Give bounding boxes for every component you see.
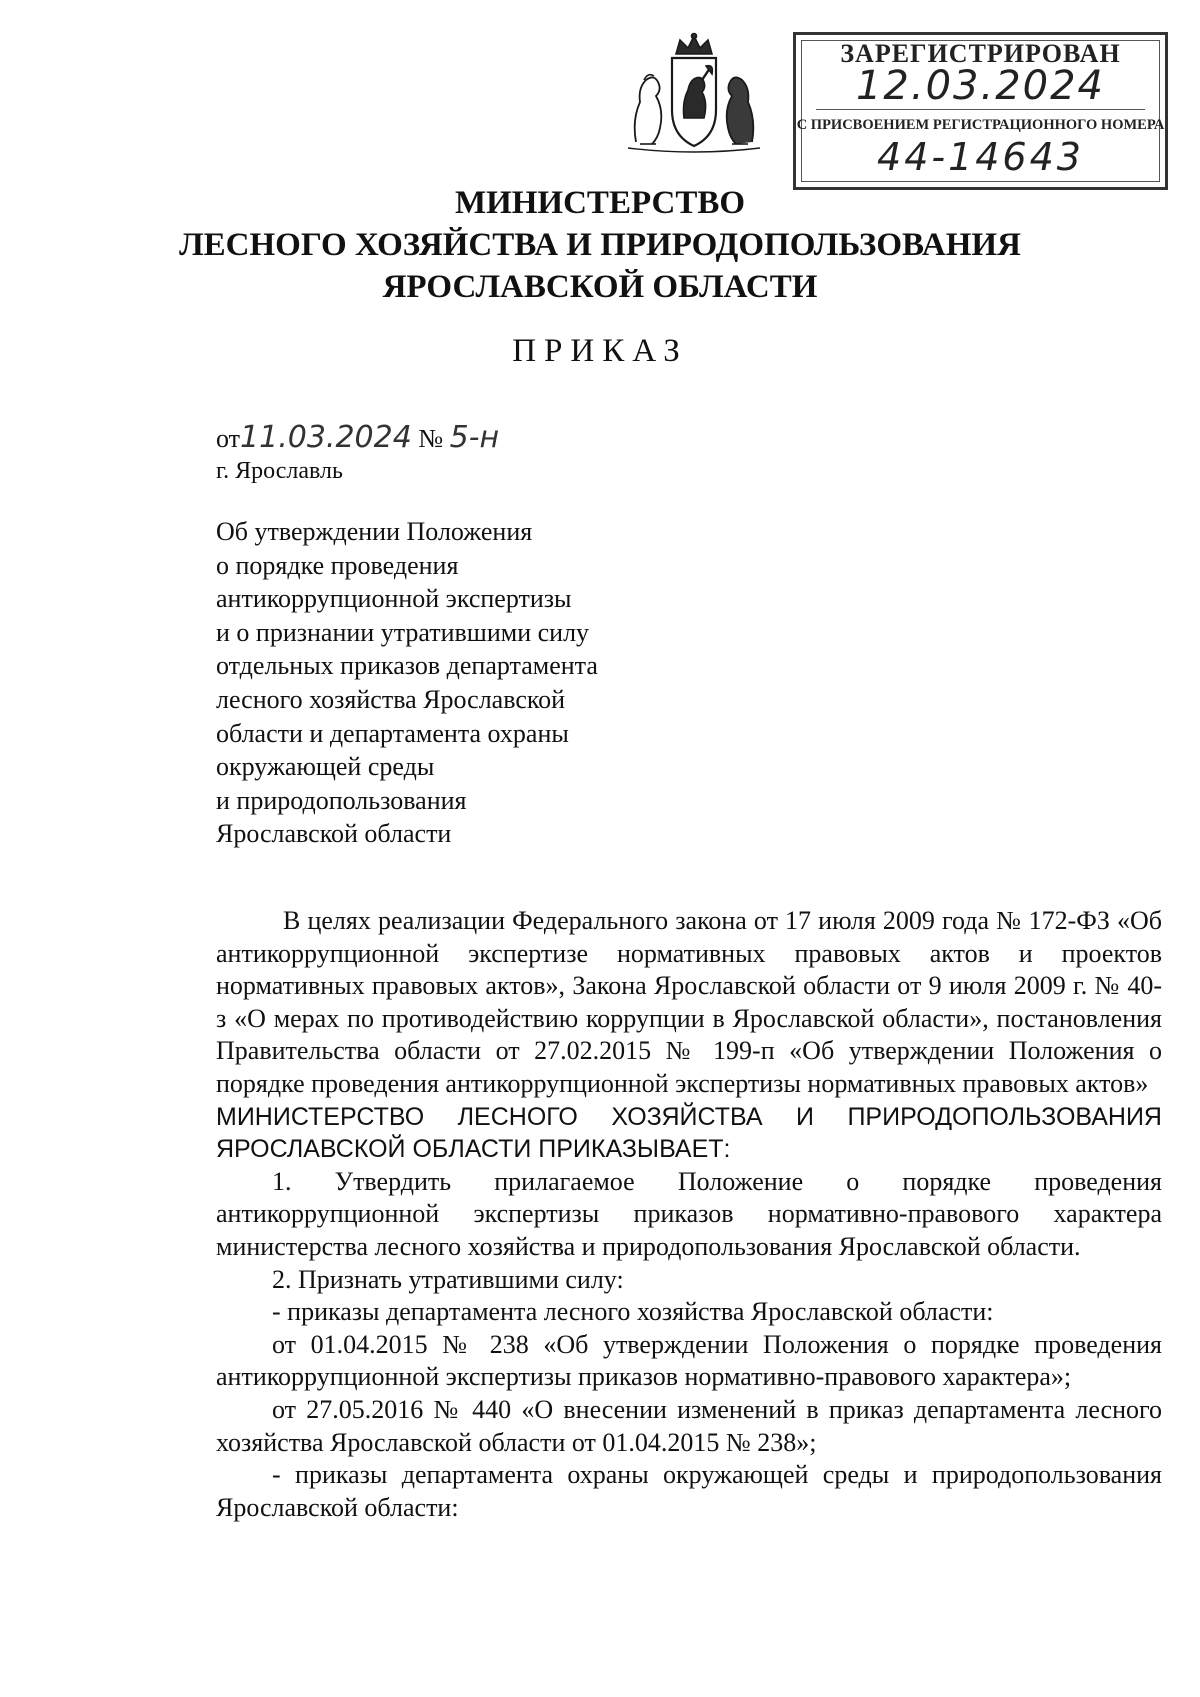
stamp-date-handwritten: 12.03.2024 xyxy=(855,63,1106,109)
document-type: ПРИКАЗ xyxy=(512,333,688,369)
city-label: г. Ярославль xyxy=(216,458,343,484)
ministry-line: ЯРОСЛАВСКОЙ ОБЛАСТИ xyxy=(382,269,818,305)
ministry-header xyxy=(0,182,1200,308)
title-line: отдельных приказов департамента xyxy=(216,651,598,681)
document-title xyxy=(216,515,598,851)
stamp-title: ЗАРЕГИСТРИРОВАН xyxy=(840,39,1121,68)
env-dept-orders-heading: - приказы департамента охраны окружающей среды и природопользования Ярославской области: xyxy=(216,1460,1162,1522)
title-line: о порядке проведения xyxy=(216,550,459,580)
item-1-paragraph: 1. Утвердить прилагаемое Положение о порядке проведения антикоррупционной экспертизы приказов нормативно-правового характера министерства лесного хозяйства и природопользования Ярославской области. xyxy=(216,1166,1162,1261)
orders-heading: МИНИСТЕРСТВО ЛЕСНОГО ХОЗЯЙСТВА И ПРИРОДОПОЛЬЗОВАНИЯ ЯРОСЛАВСКОЙ ОБЛАСТИ ПРИКАЗЫВАЕТ: xyxy=(216,1102,1162,1164)
title-line: и о признании утратившими силу xyxy=(216,617,590,647)
title-line: окружающей среды xyxy=(216,752,435,782)
stamp-divider xyxy=(816,109,1145,110)
from-label: от xyxy=(216,424,241,453)
order-238-paragraph: от 01.04.2015 № 238 «Об утверждении Положения о порядке проведения антикоррупционной экспертизы приказов нормативно-правового характера»; xyxy=(216,1329,1162,1392)
number-label: № xyxy=(418,424,444,453)
forest-dept-orders-heading: - приказы департамента лесного хозяйства Ярославской области: xyxy=(272,1297,994,1327)
title-line: антикоррупционной экспертизы xyxy=(216,584,572,614)
stamp-subtitle: С ПРИСВОЕНИЕМ РЕГИСТРАЦИОННОГО НОМЕРА xyxy=(796,117,1165,133)
handwritten-date: 11.03.2024 xyxy=(240,420,412,455)
registration-stamp xyxy=(793,32,1168,190)
title-line: Ярославской области xyxy=(216,819,452,849)
handwritten-number: 5-н xyxy=(449,420,500,455)
title-line: лесного хозяйства Ярославской xyxy=(216,684,566,714)
title-line: и природопользования xyxy=(216,785,467,815)
preamble-paragraph: В целях реализации Федерального закона от 17 июля 2009 года № 172-ФЗ «Об антикоррупционной экспертизе нормативных правовых актов и проектов нормативных правовых актов», Закона Ярославской области от 9 июля 2009 г. № 40-з «О мерах по противодействию коррупции в Ярославской области», постановления Правительства области от 27.02.2015 № 199-п «Об утверждении Положения о порядке проведения антикоррупционной экспертизы нормативных правовых актов» xyxy=(216,906,1162,1098)
title-line: Об утверждении Положения xyxy=(216,517,533,546)
stamp-registration-number: 44-14643 xyxy=(877,135,1084,179)
item-2-paragraph: 2. Признать утратившими силу: xyxy=(272,1264,624,1294)
ministry-line: ЛЕСНОГО ХОЗЯЙСТВА И ПРИРОДОПОЛЬЗОВАНИЯ xyxy=(179,227,1021,263)
ministry-line: МИНИСТЕРСТВО xyxy=(454,185,746,221)
order-440-paragraph: от 27.05.2016 № 440 «О внесении изменений в приказ департамента лесного хозяйства Ярославской области от 01.04.2015 № 238»; xyxy=(216,1394,1162,1457)
title-line: области и департамента охраны xyxy=(216,718,569,748)
coat-of-arms-icon xyxy=(618,32,770,154)
document-body xyxy=(216,905,1162,1524)
date-number-line xyxy=(216,420,499,455)
